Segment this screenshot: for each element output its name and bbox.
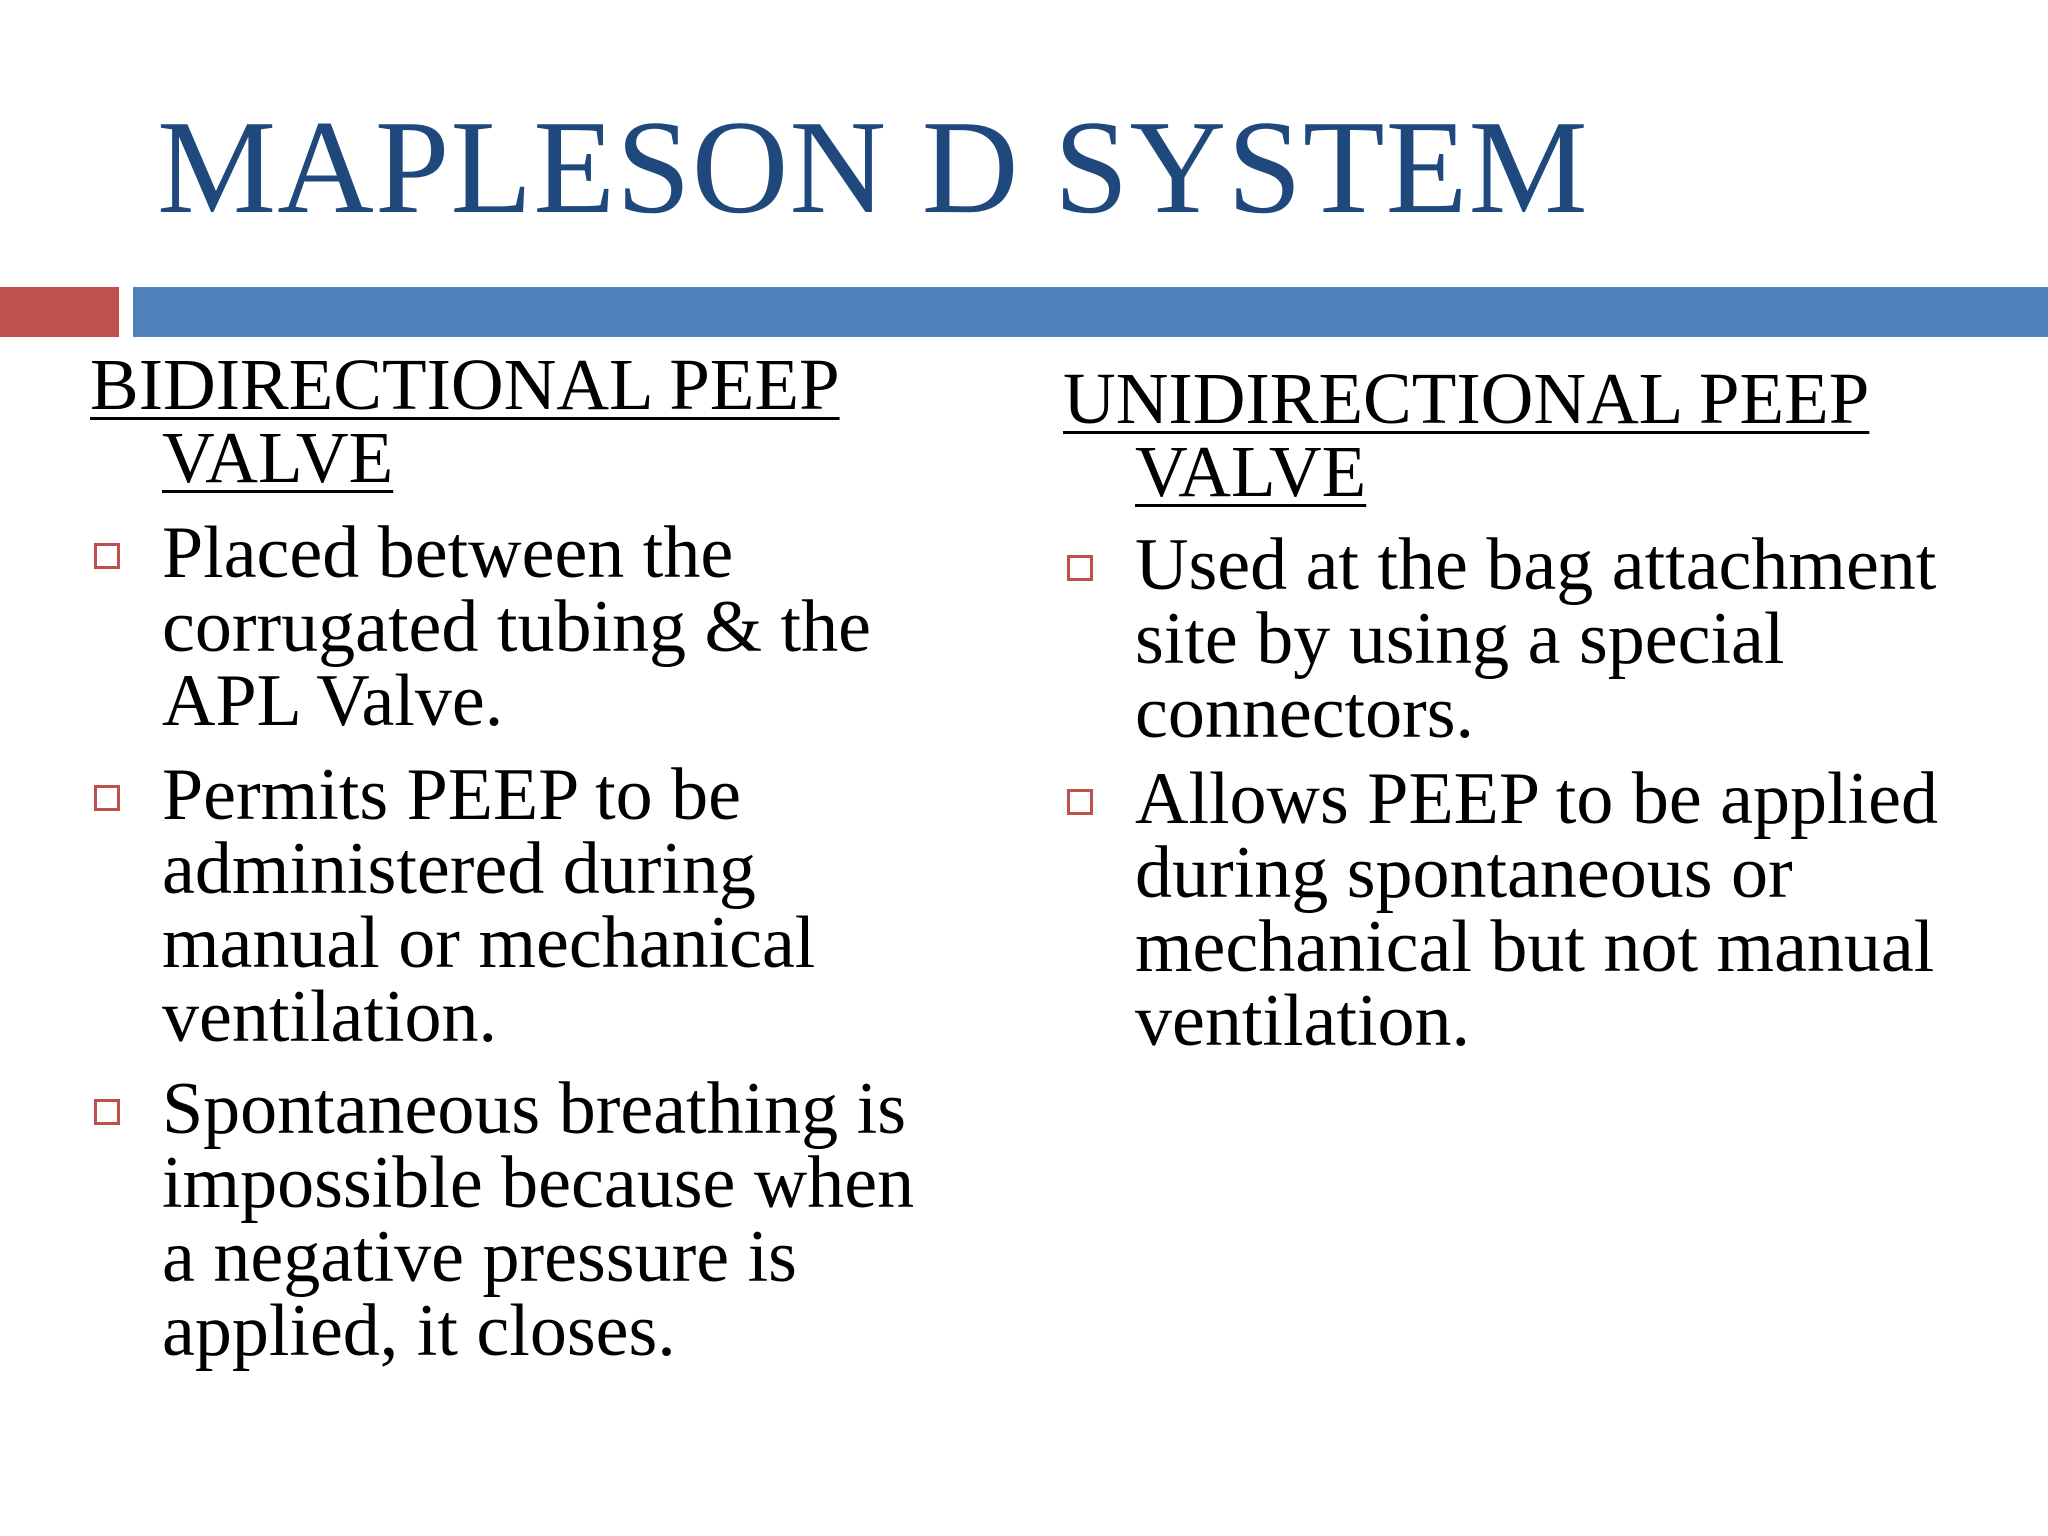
slide-title: MAPLESON D SYSTEM: [157, 93, 1589, 241]
checkbox-bullet-icon: [1067, 789, 1093, 815]
left-heading: [90, 344, 840, 498]
left-heading-line: VALVE: [162, 417, 394, 498]
bullet-text: Allows PEEP to be applied during spontaneous or mechanical but not manual ventilation.: [1135, 758, 1938, 1062]
accent-bar-red: [0, 287, 119, 337]
checkbox-bullet-icon: [1067, 555, 1093, 581]
checkbox-bullet-icon: [94, 1099, 120, 1125]
checkbox-bullet-icon: [94, 543, 120, 569]
bullet-text: Placed between the corrugated tubing & the APL Valve.: [162, 512, 871, 742]
right-heading: [1063, 358, 1870, 512]
bullet-text: Used at the bag attachment site by using a special connectors.: [1135, 524, 1937, 754]
accent-bar-blue: [133, 287, 2048, 337]
right-heading-line: UNIDIRECTIONAL PEEP: [1063, 358, 1870, 439]
right-heading-line: VALVE: [1135, 431, 1367, 512]
bullet-text: Spontaneous breathing is impossible because when a negative pressure is applied, it closes.: [162, 1068, 915, 1372]
bullet-text: Permits PEEP to be administered during manual or mechanical ventilation.: [162, 754, 816, 1058]
left-heading-line: BIDIRECTIONAL PEEP: [90, 344, 840, 425]
checkbox-bullet-icon: [94, 785, 120, 811]
